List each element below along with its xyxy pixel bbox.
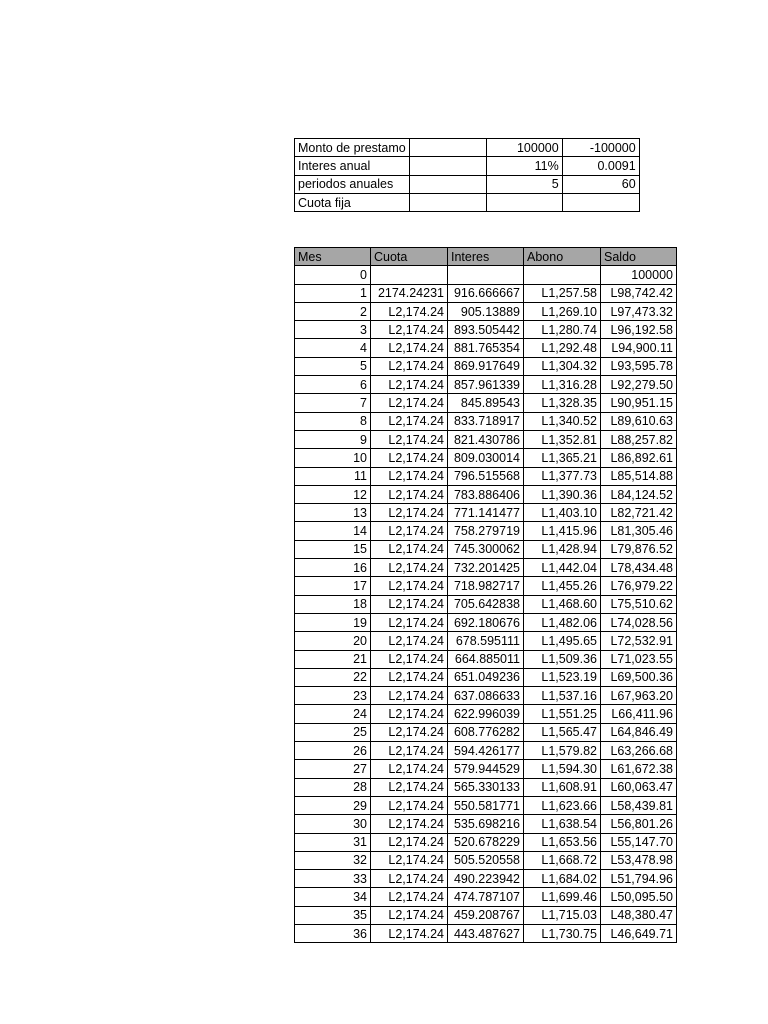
parameter-value[interactable]: 11% (486, 157, 562, 175)
cell-abono[interactable]: L1,415.96 (524, 522, 601, 540)
cell-mes[interactable]: 11 (295, 467, 371, 485)
parameter-blank-cell[interactable] (409, 193, 486, 211)
cell-cuota[interactable]: L2,174.24 (371, 577, 448, 595)
cell-mes[interactable]: 29 (295, 796, 371, 814)
parameter-blank-cell[interactable] (409, 175, 486, 193)
amortization-header-row (295, 248, 677, 266)
parameter-computed-value[interactable]: 0.0091 (562, 157, 639, 175)
parameter-label[interactable]: periodos anuales (295, 175, 410, 193)
table-row (295, 357, 677, 375)
cell-cuota[interactable]: L2,174.24 (371, 796, 448, 814)
cell-abono[interactable]: L1,292.48 (524, 339, 601, 357)
cell-saldo[interactable]: L93,595.78 (601, 357, 677, 375)
cell-cuota[interactable]: L2,174.24 (371, 650, 448, 668)
cell-cuota[interactable]: L2,174.24 (371, 870, 448, 888)
cell-abono[interactable]: L1,523.19 (524, 668, 601, 686)
table-row (295, 742, 677, 760)
cell-saldo[interactable]: L85,514.88 (601, 467, 677, 485)
cell-cuota[interactable]: L2,174.24 (371, 687, 448, 705)
cell-interes[interactable]: 881.765354 (448, 339, 524, 357)
table-row (295, 504, 677, 522)
cell-interes[interactable]: 857.961339 (448, 376, 524, 394)
cell-mes[interactable]: 13 (295, 504, 371, 522)
table-row (295, 284, 677, 302)
cell-cuota[interactable]: L2,174.24 (371, 851, 448, 869)
parameter-row (295, 175, 640, 193)
cell-cuota[interactable]: L2,174.24 (371, 815, 448, 833)
cell-saldo[interactable]: L46,649.71 (601, 924, 677, 942)
cell-abono[interactable]: L1,638.54 (524, 815, 601, 833)
table-row (295, 888, 677, 906)
parameter-blank-cell[interactable] (409, 139, 486, 157)
cell-mes[interactable]: 21 (295, 650, 371, 668)
cell-cuota[interactable]: L2,174.24 (371, 833, 448, 851)
cell-cuota[interactable]: L2,174.24 (371, 559, 448, 577)
cell-saldo[interactable]: L74,028.56 (601, 613, 677, 631)
cell-interes[interactable]: 692.180676 (448, 613, 524, 631)
table-row (295, 778, 677, 796)
cell-abono[interactable]: L1,390.36 (524, 485, 601, 503)
cell-mes[interactable]: 25 (295, 723, 371, 741)
cell-abono[interactable]: L1,623.66 (524, 796, 601, 814)
cell-interes[interactable]: 869.917649 (448, 357, 524, 375)
parameter-label[interactable]: Interes anual (295, 157, 410, 175)
cell-abono[interactable]: L1,468.60 (524, 595, 601, 613)
cell-interes[interactable]: 821.430786 (448, 430, 524, 448)
parameter-value[interactable]: 100000 (486, 139, 562, 157)
header-saldo: Saldo (601, 248, 677, 266)
cell-abono[interactable] (524, 266, 601, 284)
parameter-computed-value[interactable]: 60 (562, 175, 639, 193)
cell-mes[interactable]: 31 (295, 833, 371, 851)
table-row (295, 870, 677, 888)
table-row (295, 376, 677, 394)
parameter-label[interactable]: Monto de prestamo (295, 139, 410, 157)
cell-abono[interactable]: L1,730.75 (524, 924, 601, 942)
table-row (295, 595, 677, 613)
cell-saldo[interactable]: L63,266.68 (601, 742, 677, 760)
cell-abono[interactable]: L1,257.58 (524, 284, 601, 302)
cell-saldo[interactable]: L98,742.42 (601, 284, 677, 302)
cell-interes[interactable]: 474.787107 (448, 888, 524, 906)
cell-mes[interactable]: 10 (295, 449, 371, 467)
cell-saldo[interactable]: L94,900.11 (601, 339, 677, 357)
table-row (295, 559, 677, 577)
cell-saldo[interactable]: L92,279.50 (601, 376, 677, 394)
cell-mes[interactable]: 24 (295, 705, 371, 723)
cell-saldo[interactable]: L86,892.61 (601, 449, 677, 467)
cell-saldo[interactable]: L69,500.36 (601, 668, 677, 686)
table-row (295, 632, 677, 650)
table-row (295, 906, 677, 924)
cell-mes[interactable]: 34 (295, 888, 371, 906)
cell-cuota[interactable]: L2,174.24 (371, 412, 448, 430)
cell-interes[interactable]: 833.718917 (448, 412, 524, 430)
cell-saldo[interactable]: L50,095.50 (601, 888, 677, 906)
table-row (295, 705, 677, 723)
cell-saldo[interactable]: L72,532.91 (601, 632, 677, 650)
parameter-row (295, 139, 640, 157)
table-row (295, 796, 677, 814)
parameter-computed-value[interactable]: -100000 (562, 139, 639, 157)
cell-interes[interactable]: 809.030014 (448, 449, 524, 467)
cell-abono[interactable]: L1,565.47 (524, 723, 601, 741)
cell-cuota[interactable]: L2,174.24 (371, 668, 448, 686)
header-interes: Interes (448, 248, 524, 266)
cell-mes[interactable]: 33 (295, 870, 371, 888)
cell-mes[interactable]: 20 (295, 632, 371, 650)
cell-abono[interactable]: L1,316.28 (524, 376, 601, 394)
cell-cuota[interactable]: L2,174.24 (371, 394, 448, 412)
cell-abono[interactable]: L1,304.32 (524, 357, 601, 375)
cell-interes[interactable]: 505.520558 (448, 851, 524, 869)
cell-mes[interactable]: 4 (295, 339, 371, 357)
parameter-computed-value[interactable] (562, 193, 639, 211)
table-row (295, 522, 677, 540)
table-row (295, 266, 677, 284)
cell-saldo[interactable]: L58,439.81 (601, 796, 677, 814)
cell-interes[interactable]: 916.666667 (448, 284, 524, 302)
cell-saldo[interactable]: L84,124.52 (601, 485, 677, 503)
cell-cuota[interactable]: L2,174.24 (371, 321, 448, 339)
cell-mes[interactable]: 23 (295, 687, 371, 705)
cell-mes[interactable]: 18 (295, 595, 371, 613)
cell-cuota[interactable]: L2,174.24 (371, 376, 448, 394)
cell-saldo[interactable]: L88,257.82 (601, 430, 677, 448)
cell-saldo[interactable]: 100000 (601, 266, 677, 284)
cell-abono[interactable]: L1,509.36 (524, 650, 601, 668)
table-row (295, 302, 677, 320)
header-mes: Mes (295, 248, 371, 266)
cell-interes[interactable]: 550.581771 (448, 796, 524, 814)
cell-saldo[interactable]: L78,434.48 (601, 559, 677, 577)
cell-interes[interactable]: 745.300062 (448, 540, 524, 558)
cell-interes[interactable]: 845.89543 (448, 394, 524, 412)
cell-cuota[interactable]: L2,174.24 (371, 595, 448, 613)
cell-interes[interactable]: 783.886406 (448, 485, 524, 503)
cell-mes[interactable]: 0 (295, 266, 371, 284)
cell-mes[interactable]: 22 (295, 668, 371, 686)
table-row (295, 394, 677, 412)
cell-abono[interactable]: L1,715.03 (524, 906, 601, 924)
cell-saldo[interactable]: L89,610.63 (601, 412, 677, 430)
cell-interes[interactable]: 637.086633 (448, 687, 524, 705)
cell-saldo[interactable]: L75,510.62 (601, 595, 677, 613)
cell-saldo[interactable]: L81,305.46 (601, 522, 677, 540)
cell-cuota[interactable]: L2,174.24 (371, 924, 448, 942)
table-row (295, 321, 677, 339)
parameter-row (295, 157, 640, 175)
header-cuota: Cuota (371, 248, 448, 266)
cell-cuota[interactable]: L2,174.24 (371, 449, 448, 467)
cell-mes[interactable]: 32 (295, 851, 371, 869)
cell-saldo[interactable]: L60,063.47 (601, 778, 677, 796)
cell-interes[interactable]: 443.487627 (448, 924, 524, 942)
cell-interes[interactable]: 732.201425 (448, 559, 524, 577)
cell-mes[interactable]: 17 (295, 577, 371, 595)
cell-cuota[interactable]: L2,174.24 (371, 723, 448, 741)
cell-abono[interactable]: L1,482.06 (524, 613, 601, 631)
cell-mes[interactable]: 36 (295, 924, 371, 942)
cell-cuota[interactable]: L2,174.24 (371, 742, 448, 760)
table-row (295, 815, 677, 833)
cell-abono[interactable]: L1,280.74 (524, 321, 601, 339)
parameter-label[interactable]: Cuota fija (295, 193, 410, 211)
cell-abono[interactable]: L1,653.56 (524, 833, 601, 851)
table-row (295, 339, 677, 357)
cell-interes[interactable]: 535.698216 (448, 815, 524, 833)
cell-abono[interactable]: L1,352.81 (524, 430, 601, 448)
cell-cuota[interactable]: L2,174.24 (371, 467, 448, 485)
cell-saldo[interactable]: L55,147.70 (601, 833, 677, 851)
cell-saldo[interactable]: L79,876.52 (601, 540, 677, 558)
cell-interes[interactable]: 678.595111 (448, 632, 524, 650)
cell-mes[interactable]: 35 (295, 906, 371, 924)
cell-cuota[interactable]: L2,174.24 (371, 339, 448, 357)
cell-mes[interactable]: 16 (295, 559, 371, 577)
cell-cuota[interactable]: L2,174.24 (371, 540, 448, 558)
table-row (295, 540, 677, 558)
cell-abono[interactable]: L1,495.65 (524, 632, 601, 650)
table-row (295, 924, 677, 942)
cell-interes[interactable]: 490.223942 (448, 870, 524, 888)
cell-cuota[interactable]: L2,174.24 (371, 522, 448, 540)
cell-cuota[interactable]: L2,174.24 (371, 485, 448, 503)
cell-interes[interactable]: 622.996039 (448, 705, 524, 723)
cell-abono[interactable]: L1,403.10 (524, 504, 601, 522)
table-row (295, 668, 677, 686)
cell-interes[interactable]: 796.515568 (448, 467, 524, 485)
cell-cuota[interactable]: L2,174.24 (371, 302, 448, 320)
cell-saldo[interactable]: L53,478.98 (601, 851, 677, 869)
cell-cuota[interactable]: L2,174.24 (371, 613, 448, 631)
cell-abono[interactable]: L1,455.26 (524, 577, 601, 595)
cell-abono[interactable]: L1,684.02 (524, 870, 601, 888)
table-row (295, 833, 677, 851)
cell-saldo[interactable]: L82,721.42 (601, 504, 677, 522)
cell-abono[interactable]: L1,537.16 (524, 687, 601, 705)
cell-saldo[interactable]: L64,846.49 (601, 723, 677, 741)
amortization-body (295, 266, 677, 943)
cell-interes[interactable]: 905.13889 (448, 302, 524, 320)
table-row (295, 485, 677, 503)
cell-mes[interactable]: 12 (295, 485, 371, 503)
table-row (295, 467, 677, 485)
cell-abono[interactable]: L1,579.82 (524, 742, 601, 760)
cell-interes[interactable]: 520.678229 (448, 833, 524, 851)
cell-mes[interactable]: 30 (295, 815, 371, 833)
cell-mes[interactable]: 28 (295, 778, 371, 796)
table-row (295, 412, 677, 430)
cell-interes[interactable]: 771.141477 (448, 504, 524, 522)
cell-cuota[interactable]: L2,174.24 (371, 760, 448, 778)
cell-abono[interactable]: L1,428.94 (524, 540, 601, 558)
parameter-value[interactable] (486, 193, 562, 211)
cell-abono[interactable]: L1,699.46 (524, 888, 601, 906)
cell-mes[interactable]: 6 (295, 376, 371, 394)
cell-interes[interactable]: 459.208767 (448, 906, 524, 924)
cell-saldo[interactable]: L67,963.20 (601, 687, 677, 705)
cell-interes[interactable] (448, 266, 524, 284)
cell-cuota[interactable] (371, 266, 448, 284)
table-row (295, 430, 677, 448)
parameter-row (295, 193, 640, 211)
cell-cuota[interactable]: L2,174.24 (371, 888, 448, 906)
cell-saldo[interactable]: L51,794.96 (601, 870, 677, 888)
cell-interes[interactable]: 718.982717 (448, 577, 524, 595)
cell-saldo[interactable]: L76,979.22 (601, 577, 677, 595)
cell-cuota[interactable]: L2,174.24 (371, 504, 448, 522)
cell-saldo[interactable]: L66,411.96 (601, 705, 677, 723)
cell-mes[interactable]: 14 (295, 522, 371, 540)
parameter-value[interactable]: 5 (486, 175, 562, 193)
cell-mes[interactable]: 15 (295, 540, 371, 558)
table-row (295, 851, 677, 869)
cell-mes[interactable]: 26 (295, 742, 371, 760)
cell-cuota[interactable]: L2,174.24 (371, 778, 448, 796)
cell-abono[interactable]: L1,442.04 (524, 559, 601, 577)
cell-saldo[interactable]: L71,023.55 (601, 650, 677, 668)
table-row (295, 449, 677, 467)
cell-mes[interactable]: 5 (295, 357, 371, 375)
cell-abono[interactable]: L1,365.21 (524, 449, 601, 467)
cell-mes[interactable]: 1 (295, 284, 371, 302)
cell-interes[interactable]: 651.049236 (448, 668, 524, 686)
table-row (295, 613, 677, 631)
cell-abono[interactable]: L1,594.30 (524, 760, 601, 778)
cell-abono[interactable]: L1,551.25 (524, 705, 601, 723)
cell-mes[interactable]: 9 (295, 430, 371, 448)
table-row (295, 650, 677, 668)
cell-interes[interactable]: 608.776282 (448, 723, 524, 741)
cell-cuota[interactable]: L2,174.24 (371, 430, 448, 448)
cell-abono[interactable]: L1,328.35 (524, 394, 601, 412)
table-row (295, 723, 677, 741)
cell-interes[interactable]: 893.505442 (448, 321, 524, 339)
cell-interes[interactable]: 579.944529 (448, 760, 524, 778)
cell-cuota[interactable]: L2,174.24 (371, 705, 448, 723)
cell-saldo[interactable]: L56,801.26 (601, 815, 677, 833)
table-row (295, 577, 677, 595)
cell-interes[interactable]: 565.330133 (448, 778, 524, 796)
cell-interes[interactable]: 664.885011 (448, 650, 524, 668)
table-row (295, 760, 677, 778)
cell-abono[interactable]: L1,269.10 (524, 302, 601, 320)
cell-saldo[interactable]: L96,192.58 (601, 321, 677, 339)
cell-mes[interactable]: 2 (295, 302, 371, 320)
parameter-blank-cell[interactable] (409, 157, 486, 175)
cell-interes[interactable]: 705.642838 (448, 595, 524, 613)
cell-mes[interactable]: 3 (295, 321, 371, 339)
cell-saldo[interactable]: L48,380.47 (601, 906, 677, 924)
cell-cuota[interactable]: L2,174.24 (371, 906, 448, 924)
cell-saldo[interactable]: L90,951.15 (601, 394, 677, 412)
table-row (295, 687, 677, 705)
cell-saldo[interactable]: L61,672.38 (601, 760, 677, 778)
cell-abono[interactable]: L1,377.73 (524, 467, 601, 485)
cell-saldo[interactable]: L97,473.32 (601, 302, 677, 320)
loan-parameters-body (295, 139, 640, 212)
cell-mes[interactable]: 27 (295, 760, 371, 778)
loan-parameters-table (294, 138, 640, 212)
cell-abono[interactable]: L1,340.52 (524, 412, 601, 430)
cell-interes[interactable]: 758.279719 (448, 522, 524, 540)
cell-mes[interactable]: 19 (295, 613, 371, 631)
cell-mes[interactable]: 8 (295, 412, 371, 430)
cell-abono[interactable]: L1,668.72 (524, 851, 601, 869)
cell-mes[interactable]: 7 (295, 394, 371, 412)
cell-cuota[interactable]: L2,174.24 (371, 632, 448, 650)
header-abono: Abono (524, 248, 601, 266)
cell-cuota[interactable]: 2174.24231 (371, 284, 448, 302)
cell-abono[interactable]: L1,608.91 (524, 778, 601, 796)
cell-interes[interactable]: 594.426177 (448, 742, 524, 760)
cell-cuota[interactable]: L2,174.24 (371, 357, 448, 375)
amortization-table (294, 247, 677, 943)
